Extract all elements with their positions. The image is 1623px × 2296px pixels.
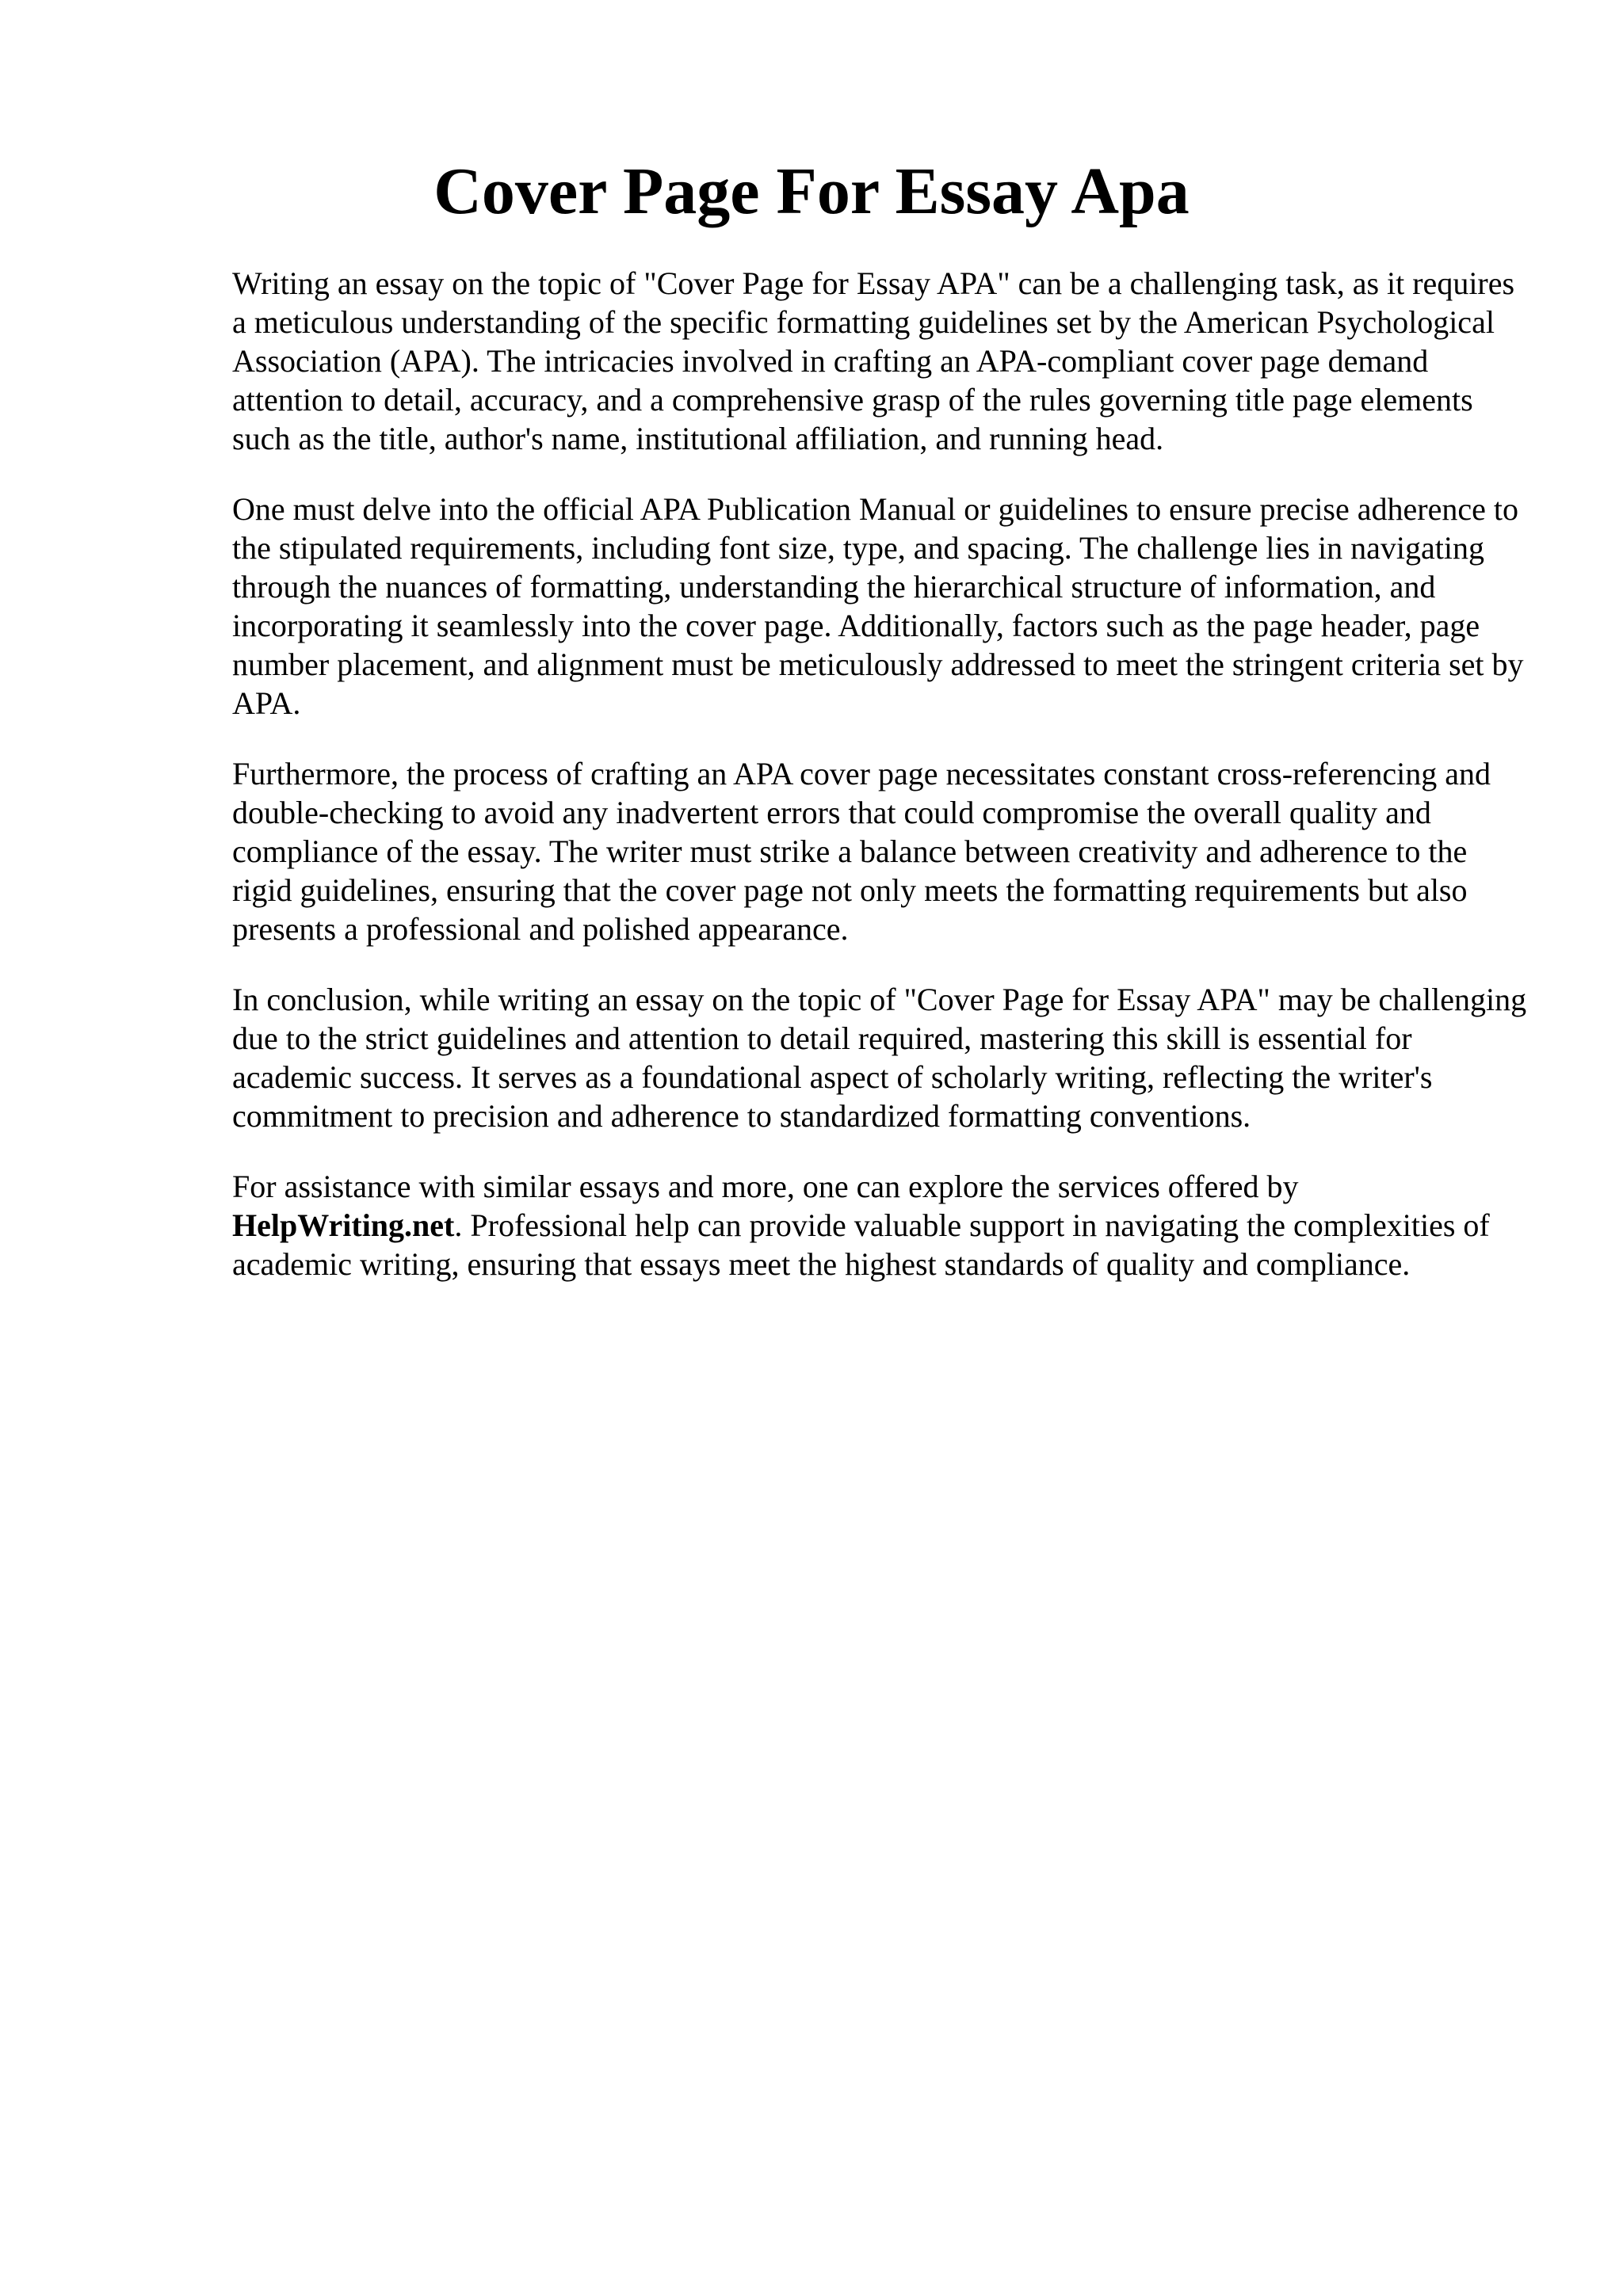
- paragraph-5-rest: . Professional help can provide valuable support in navigating the complexities of academic writing, ensuring that essays meet the highest standards of quality and compliance.: [232, 1207, 1490, 1282]
- document-title: Cover Page For Essay Apa: [433, 154, 1190, 228]
- paragraph-2: One must delve into the official APA Publication Manual or guidelines to ensure precise adherence to the stipulated requirements, including font size, type, and spacing. The challenge lies in navigating through the nuances of formatting, understanding the hierarchical structure of information, and incorporating it seamlessly into the cover page. Additionally, factors such as the page header, page number placement, and alignment must be meticulously addressed to meet the stringent criteria set by APA.: [232, 491, 1524, 721]
- brand-name: HelpWriting.net: [232, 1207, 455, 1243]
- paragraph-1: Writing an essay on the topic of "Cover Page for Essay APA" can be a challenging task, as it requires a meticulous understanding of the specific formatting guidelines set by the American Psychological Association (APA). The intricacies involved in crafting an APA-compliant cover page demand attention to detail, accuracy, and a comprehensive grasp of the rules governing title page elements such as the title, author's name, institutional affiliation, and running head.: [232, 265, 1515, 456]
- paragraph-5: [232, 1167, 1532, 1283]
- paragraph-4: In conclusion, while writing an essay on the topic of "Cover Page for Essay APA" may be challenging due to the strict guidelines and attention to detail required, mastering this skill is essential for academic success. It serves as a foundational aspect of scholarly writing, reflecting the writer's commitment to precision and adherence to standardized formatting conventions.: [232, 982, 1527, 1134]
- paragraph-5-intro: For assistance with similar essays and more, one can explore the services offered by: [232, 1169, 1299, 1204]
- document-body: [232, 264, 1532, 1315]
- paragraph-3: Furthermore, the process of crafting an APA cover page necessitates constant cross-referencing and double-checking to avoid any inadvertent errors that could compromise the overall quality and compliance of the essay. The writer must strike a balance between creativity and adherence to the rigid guidelines, ensuring that the cover page not only meets the formatting requirements but also presents a professional and polished appearance.: [232, 756, 1491, 947]
